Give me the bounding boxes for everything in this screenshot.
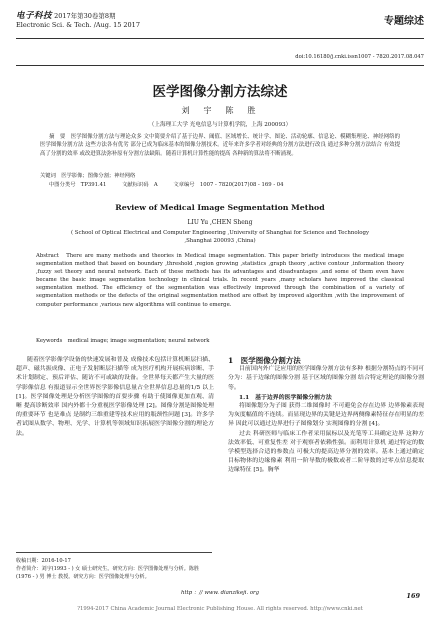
section-heading: 1 医学图像分割方法 [228, 356, 301, 365]
journal-header [16, 12, 140, 30]
subsection-paragraph: 将图像划分为子图 获得二维图像时 不可避免会存在边界 边界像素表现为灰度幅值的不连续。而显现边界的关键是边界两侧像素特征存在明显的差异 因此可以通过边界进行子图像划分 实现图像的分割 [4]。 [228, 403, 424, 428]
article-title-cn: 医学图像分割方法综述 [152, 84, 288, 100]
classification-line [49, 180, 298, 188]
affiliation-en: ( School of Optical Electrical and Computer Engineering ,University of Shanghai for Science and Technology ,Shanghai 200093 ,China) [70, 230, 370, 244]
affiliation-cn: （上海理工大学 光电信息与计算机学院，上海 200093） [148, 122, 292, 128]
subsection-heading: 1.1 基于边界的医学图像分割方法 [239, 393, 332, 401]
authors-cn: 刘 宇 陈 胜 [181, 106, 259, 115]
journal-logo: 电子科技 [16, 11, 53, 21]
abstract-cn: 摘 要 医学图像分割方法与理论众多 文中简要介绍了基于边界、阈值、区域增长、统计学、图论、活动轮廓、信息论、模糊集理论、神经网络的医学图像分割方法 这些方法各有优劣 部分已成为临床基本的图像分割技术。近年来许多学者对经典的分割方法进行改良 通过多种分割方法结合 有效提高了分割的效率 或改进算法弥补原有分割方法缺陷。随着计算机计算性能的提高 各种新的算法将不断涌现。 [40, 134, 400, 157]
article-number: 文章编号 1007 - 7820(2017)08 - 169 - 04 [173, 182, 284, 188]
received-date: 收稿日期：2016-10-17 [16, 558, 71, 564]
document-code: 文献标识码 A [122, 182, 158, 188]
keywords-cn: 关键词 医学影像；图像分割；神经网络 [40, 173, 136, 179]
copyright-line: ?1994-2017 China Academic Journal Electronic Publishing House. All rights reserved. http://www.cnki.net [77, 606, 363, 612]
subsection-paragraph-2: 过去 科研医师与临床工作者采用鼠标以及光笔等工具确定边界 这种方法效率低、可重复性差 对于观察者依赖性强。而利用计算机 通过特定的数学模型选择合适的参数点 可极大的提高边界分割的效率。基本上通过确定目标物体的边缘像素 利用一阶导数的极数或者二阶导数的过零点信息提取边缘特征 [5]。胸华 [228, 430, 424, 474]
intro-paragraph: 随着医学影像学设备的快速发展和普及 成像技术包括计算机断层扫描、超声、磁共振成像、正电子发射断层扫描等 成为医疗机构开展疾病诊断、手术计划制定、预后评估、随访不可或缺的设备。全世界每天都产生大量的医学影像信息 有报道显示全世界医学影像信息量占全世界信息总量的1/5 以上 [1]。医学图像处理是分析医学图像的首要步骤 有助于使图像更加直观、清晰 提高诊断效率 国内外都十分重视医学影像处理 [2]。图像分割是图像处理的重要环节 也是难点 是制约三维重建等技术应用的瓶颈性问题 [3]。许多学者试图从数学、物理、光学、计算机等领域知识拓展医学图像分割的理论方法。 [16, 357, 214, 437]
doi-rule [16, 65, 424, 66]
page-number: 169 [406, 592, 420, 600]
abstract-en: Abstract There are many methods and theories in Medical image segmentation. This paper briefly introduces the medical image segmentation method that based on boundary ,threshold ,region growing ,statistics ,graph theory ,active contour ,information theory ,fuzzy set theory and neural network. Each of these methods has its advantages and disadvantages ,and some of them even have became the basic image segmentation technology in clinical trials. In recent years ,many scholars have improved the classical segmentation method. The efficiency of the segmentation was effectively improved through the combination of a variety of segmentation methods or the defects of the original segmentation method are offset by improved algorithm ,with the improvement of computer performance ,various new algorithms will continue to emerge. [36, 253, 404, 308]
journal-url: http ：// www. dianzikeji. org [181, 590, 259, 596]
section-label: 专题综述 [384, 16, 424, 27]
class-number: 中图分类号 TP391.41 [49, 182, 107, 188]
authors-en: LIU Yu ,CHEN Sheng [187, 219, 253, 226]
body-column-right [228, 356, 424, 476]
journal-issue: 2017年第30卷第8期 [54, 12, 116, 20]
section-paragraph: 目前国内外广泛应用的医学图像分割方法有多种 根据分割特点的不同可分为：基于边缘的图像分割 基于区域的图像分割 结合特定理论的图像分割等。 [228, 366, 424, 391]
author-bio: 作者简介：刘宇(1993 - ) 女 硕士研究生。研究方向：医学图像处理与分析。陈胜(1976 - ) 男 博士 教授。研究方向：医学图像处理与分析。 [16, 566, 200, 580]
journal-name-en: Electronic Sci. & Tech. /Aug. 15 2017 [16, 21, 140, 29]
header-rule [16, 38, 424, 39]
article-title-en: Review of Medical Image Segmentation Method [115, 203, 325, 212]
footnote [16, 552, 212, 581]
keywords-en: Keywords medical image; image segmentation; neural network [36, 338, 210, 344]
body-column-left [16, 356, 214, 439]
doi-line: doi:10.16180/j.cnki.issn1007 - 7820.2017.08.047 [295, 54, 424, 60]
